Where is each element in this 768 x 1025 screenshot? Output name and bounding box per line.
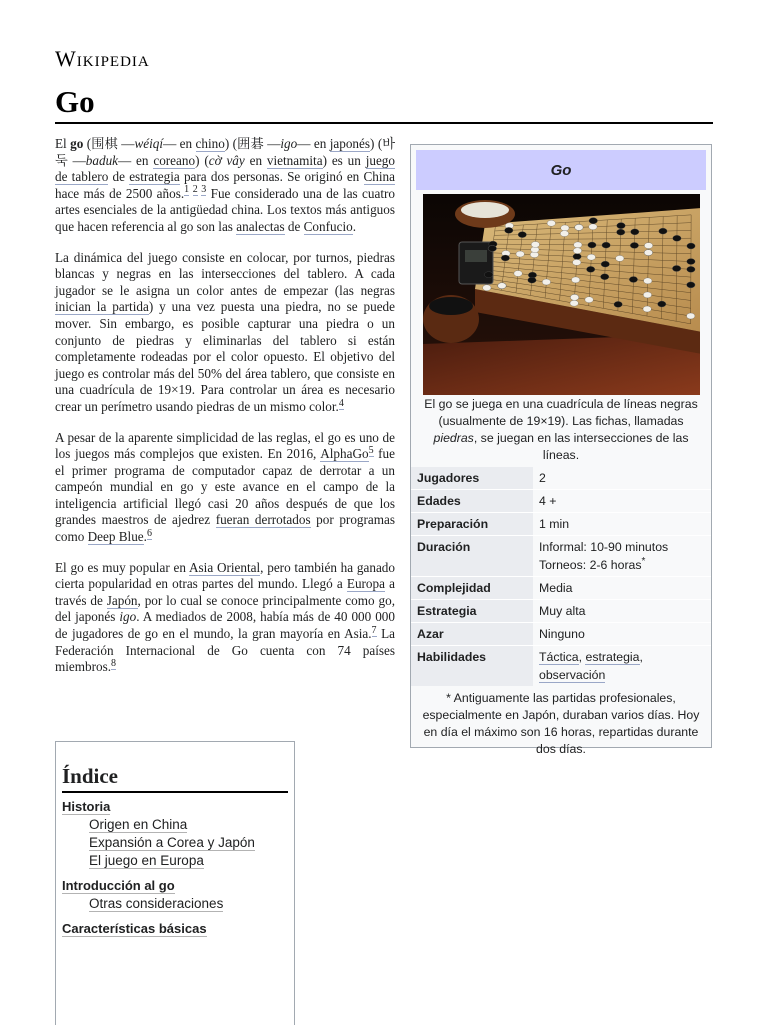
link-japon[interactable]: Japón	[107, 593, 138, 609]
go-stone	[643, 292, 651, 298]
link-asia-oriental[interactable]: Asia Oriental	[189, 560, 260, 576]
go-stone	[602, 242, 610, 248]
go-stone	[616, 255, 624, 261]
go-stone	[687, 282, 695, 288]
go-stone	[531, 241, 539, 247]
go-stone	[505, 227, 513, 233]
ref-2[interactable]: 2	[193, 184, 198, 196]
go-stone	[542, 279, 550, 285]
paragraph-intro: El go (围棋 —wéiqí— en chino) (囲碁 —igo— en japonés) (바둑 —baduk— en coreano) (cờ vây en vietnamita) es un juego de tablero de estrategia para dos personas. Se originó en China hace más de 2500 años.$^{1 2 3}$ Fue considerado una de las cuatro artes esenciales de la antigüedad china. Los textos más antiguos que hacen referencia al go son las analectas de Confucio.	[55, 136, 395, 236]
go-stone	[672, 265, 680, 271]
go-stone	[561, 225, 569, 231]
link-alphago[interactable]: AlphaGo	[320, 446, 368, 462]
infobox-row-edades: Edades 4 +	[411, 490, 711, 513]
wikipedia-wordmark[interactable]: Wikipedia	[55, 46, 150, 72]
go-stone	[547, 220, 555, 226]
infobox-row-azar: Azar Ninguno	[411, 623, 711, 646]
go-stone	[631, 229, 639, 235]
toc-item-caracteristicas[interactable]: Características básicas	[62, 921, 294, 936]
link-juego-de-tablero[interactable]: juego de tablero	[55, 153, 395, 186]
link-china[interactable]: China	[364, 169, 396, 185]
toc-list	[56, 799, 294, 936]
link-observacion[interactable]: observación	[539, 668, 605, 683]
infobox-row-habilidades: Habilidades Táctica, estrategia, observación	[411, 646, 711, 687]
link-inician-la-partida[interactable]: inician la partida	[55, 299, 149, 315]
go-stone	[570, 294, 578, 300]
go-stone	[575, 224, 583, 230]
infobox-row-preparacion: Preparación 1 min	[411, 513, 711, 536]
go-stone	[601, 261, 609, 267]
go-stone	[659, 228, 667, 234]
go-stone	[573, 259, 581, 265]
go-stone	[687, 243, 695, 249]
link-europa[interactable]: Europa	[347, 576, 385, 592]
go-stone	[483, 285, 491, 291]
infobox-footnote: * Antiguamente las partidas profesionales, especialmente en Japón, duraban varios días. Hoy en día el máximo son 16 horas, repartidas durante dos días.	[411, 686, 711, 758]
paragraph-popularity: El go es muy popular en Asia Oriental, pero también ha ganado cierta popularidad en otras partes del mundo. Llegó a Europa a través de Japón, por lo cual se conoce principalmente como go, del japonés igo. A mediados de 2008, había más de 40 000 000 de jugadores de go en el mundo, la gran mayoría en Asia.$^7$ La Federación Internacional de Go cuenta con 74 países miembros.$^8$	[55, 560, 395, 676]
link-analectas[interactable]: analectas	[236, 219, 284, 235]
go-stone	[589, 224, 597, 230]
go-stone	[614, 301, 622, 307]
link-estrategia-infobox[interactable]: estrategia	[585, 650, 639, 665]
link-japones[interactable]: japonés	[330, 136, 370, 152]
go-stone	[643, 306, 651, 312]
toc-item-expansion-corea-japon[interactable]: Expansión a Corea y Japón	[89, 835, 294, 850]
infobox-row-jugadores: Jugadores 2	[411, 467, 711, 490]
go-stone	[573, 248, 581, 254]
article-body	[55, 136, 395, 690]
go-stone	[644, 278, 652, 284]
go-board-photo[interactable]	[423, 194, 700, 395]
go-stone	[589, 218, 597, 224]
go-stone	[514, 270, 522, 276]
go-stone	[574, 242, 582, 248]
infobox-row-estrategia: Estrategia Muy alta	[411, 600, 711, 623]
link-estrategia[interactable]: estrategia	[129, 169, 180, 185]
page-title: Go	[55, 84, 95, 120]
link-tactica[interactable]: Táctica	[539, 650, 579, 665]
ref-6[interactable]: 6	[147, 528, 152, 540]
go-stone	[570, 300, 578, 306]
go-stone	[528, 277, 536, 283]
toc-item-origen-en-china[interactable]: Origen en China	[89, 817, 294, 832]
ref-1[interactable]: 1	[184, 184, 189, 196]
paragraph-complexity: A pesar de la aparente simplicidad de las reglas, el go es uno de los juegos más complejos que existen. En 2016, AlphaGo$^5$ fue el primer programa de computador capaz de derrotar a un campeón mundial en go y este avance en el campo de la inteligencia artificial llegó casi 20 años después de que los grandes maestros de ajedrez fueran derrotados por programas como Deep Blue.$^6$	[55, 430, 395, 546]
go-stone	[518, 232, 526, 238]
infobox-title: Go	[416, 150, 706, 190]
go-stone	[617, 223, 625, 229]
infobox-row-duracion: Duración Informal: 10-90 minutos Torneos: 2-6 horas*	[411, 536, 711, 577]
go-stone	[585, 297, 593, 303]
title-divider	[55, 122, 713, 124]
go-stone	[560, 231, 568, 237]
go-stone	[586, 266, 594, 272]
ref-8[interactable]: 8	[111, 658, 116, 670]
infobox-row-complejidad: Complejidad Media	[411, 577, 711, 600]
ref-3[interactable]: 3	[201, 184, 206, 196]
link-deep-blue[interactable]: Deep Blue	[88, 529, 144, 545]
link-coreano[interactable]: coreano	[153, 153, 195, 169]
go-stone	[516, 251, 524, 257]
go-stone	[573, 254, 581, 260]
infobox-caption: El go se juega en una cuadrícula de líneas negras (usualmente de 19×19). Las fichas, llamadas piedras, se juegan en las intersecciones de las líneas.	[411, 395, 711, 464]
go-stone	[673, 235, 681, 241]
go-stone	[644, 243, 652, 249]
go-stone	[588, 242, 596, 248]
link-chino[interactable]: chino	[196, 136, 225, 152]
go-stone	[571, 277, 579, 283]
infobox	[410, 144, 712, 748]
toc-title: Índice	[62, 764, 288, 793]
go-stone	[644, 250, 652, 256]
paragraph-dynamics: La dinámica del juego consiste en colocar, por turnos, piedras blancas y negras en las intersecciones del tablero. A cada jugador se le asigna un color antes de empezar (las negras inician la partida) y una vez puesta una piedra, no se puede mover. Sin embargo, es posible capturar una piedra o un conjunto de piedras y eliminarlas del tablero si están completamente rodeadas por el color opuesto. El objetivo del juego es controlar más del 50% del área tablero, que consiste en una cuadrícula de 19×19. Para controlar un área es necesario crear un perímetro usando piedras de un mismo color.$^4$	[55, 250, 395, 416]
go-stone	[629, 276, 637, 282]
ref-5[interactable]: 5	[369, 445, 374, 457]
go-stone	[501, 255, 509, 261]
toc-item-juego-en-europa[interactable]: El juego en Europa	[89, 853, 294, 868]
toc-item-historia[interactable]: Historia	[62, 799, 294, 814]
link-fueran-derrotados[interactable]: fueran derrotados	[216, 512, 311, 528]
go-stone	[687, 313, 695, 319]
go-stone	[658, 301, 666, 307]
toc-item-otras-consideraciones[interactable]: Otras consideraciones	[89, 896, 294, 911]
go-stone	[687, 266, 695, 272]
link-vietnamita[interactable]: vietnamita	[267, 153, 323, 169]
go-stone	[617, 229, 625, 235]
go-board-illustration	[423, 194, 700, 395]
table-of-contents	[55, 741, 295, 1025]
infobox-table	[411, 467, 711, 686]
ref-7[interactable]: 7	[372, 625, 377, 637]
go-stone	[488, 245, 496, 251]
go-stone	[498, 283, 506, 289]
go-stone	[630, 242, 638, 248]
go-stone	[687, 259, 695, 265]
link-confucio[interactable]: Confucio	[304, 219, 353, 235]
ref-4[interactable]: 4	[339, 398, 344, 410]
go-stone	[484, 272, 492, 278]
toc-item-introduccion[interactable]: Introducción al go	[62, 878, 294, 893]
go-stone	[587, 254, 595, 260]
go-stone	[601, 274, 609, 280]
